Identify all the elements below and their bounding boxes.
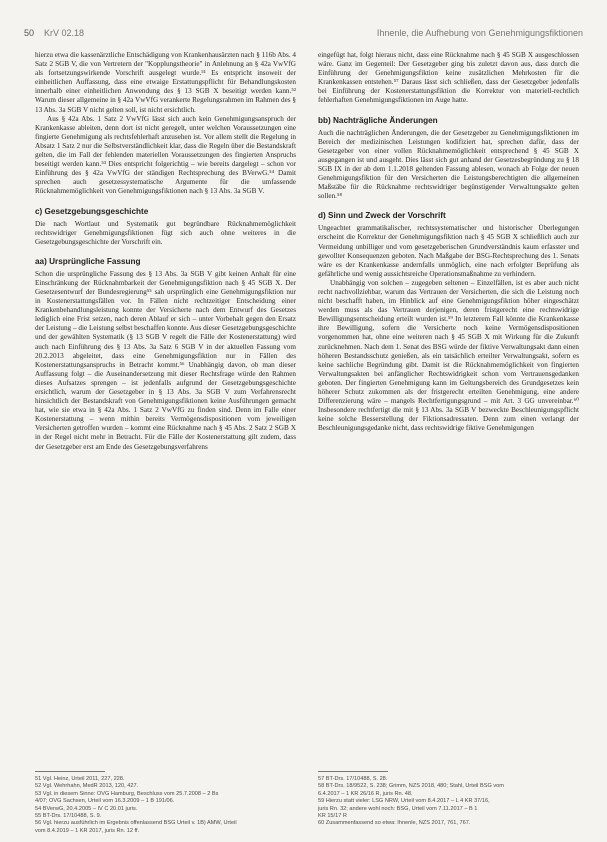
section-heading: c) Gesetzgebungsgeschichte — [35, 206, 149, 216]
paragraph: Auch die nachträglichen Änderungen, die der Gesetzgeber zu Genehmigungsfiktionen im Bereich der medizinischen Leistungen kodifiziert hat, sprechen dafür, dass der Gesetzgeber von einer vollen Rücknahmemöglichkeit entsprechend § 45 SGB X ausgegangen ist und ausgeht. Dies lässt sich gut anhand der Gesetzesbegründung zu § 18 SGB IX in der ab dem 1.1.2018 geltenden Fassung ablesen, wonach ab Folge der neuen Genehmigungsfiktion für den Versicherten die Leistungsberechtigten die allgemeinen Maßstäbe für die Rücknahme rechtswidriger begünstigender Verwaltungsakte gelten sollen.⁵⁸ — [318, 128, 579, 201]
footnote: 54 BVerwG, 20.4.2005 – IV C 20.01 juris. — [35, 805, 138, 812]
footnote-divider — [318, 771, 388, 772]
section-heading: aa) Ursprüngliche Fassung — [35, 256, 141, 266]
footnote: 58 BT-Drs. 18/9522, S. 238; Grimm, NZS 2018, 480; Stahl, Urteil BSG vom — [318, 783, 504, 790]
journal-reference: KrV 02.18 — [44, 28, 85, 38]
footnotes-right — [318, 776, 579, 828]
running-title: Ihnenle, die Aufhebung von Genehmigungsfiktionen — [376, 28, 583, 38]
footnote: 53 Vgl. in diesem Sinne: OVG Hamburg, Beschluss vom 25.7.2008 – 2 Bs — [35, 790, 219, 797]
paragraph: Aus § 42a Abs. 1 Satz 2 VwVfG lässt sich auch kein Genehmigungsanspruch der Krankenkasse ableiten, denn dort ist nicht geregelt, unter welchen Voraussetzungen eine fingierte Genehmigung als rechtsfehlerhaft anzusehen ist. Vor allem stellt die Regelung in Absatz 1 Satz 2 nur die Selbstverständlichkeit klar, dass die Regeln über die Bestandskraft gelten, die im Fall der fehlenden materiellen Voraussetzungen des fingierten Anspruchs beseitigt werden kann.⁵³ Dies entspricht folgerichtig – wie bereits dargelegt – schon vor Einführung des § 42a VwVfG der ständigen Rechtsprechung des BVerwG.⁵⁴ Damit sprechen auch gesetzessystematische Argumente für die umfassende Rücknahmemöglichkeit von Genehmigungsfiktionen nach § 13 Abs. 3a SGB V. — [35, 114, 296, 196]
section-heading: d) Sinn und Zweck der Vorschrift — [318, 211, 446, 221]
footnote: 57 BT-Drs. 17/10488, S. 28. — [318, 776, 388, 782]
footnote: vom 8.4.2019 – 1 KR 2017, juris Rn. 12 ff. — [35, 827, 140, 834]
paragraph: Schon die ursprüngliche Fassung des § 13 Abs. 3a SGB V gibt keinen Anhalt für eine Einschränkung der Rücknahmbarkeit der Genehmigungsfiktion nach § 45 SGB X. Der Gesetzesentwurf der Bundesregierung⁵⁵ sah ursprünglich eine Genehmigungsfiktion nur in Kostenerstattungsfällen vor. In Fällen nicht rechtzeitiger Entscheidung einer Krankenbehandlungsleistung konnte der Versicherte nach dem Entwurf des Gesetzes lediglich eine Frist setzen, nach deren Ablauf er sich – unter Vorbehalt gegen den Ersatz der Leistung – die Leistung selbst beschaffen konnte. Aus dieser Gesetzgebungsgeschichte und der gewählten Systematik (§ 13 SGB V regelt die Fälle der Kostenerstattung) wird auch nach Einführung des § 13 Abs. 3a Satz 6 SGB V in der aktuellen Fassung vom 20.2.2013 abgeleitet, dass eine Genehmigungsfiktion nur in Fällen des Kostenerstattungsanspruchs in Betracht kommt.⁵⁶ Unabhängig davon, ob man dieser Auffassung folgt – die Auseinandersetzung mit dieser Rechtsfrage würde den Rahmen dieses Aufsatzes sprengen – ist jedenfalls aufgrund der Gesetzgebungsgeschichte ersichtlich, warum der Gesetzgeber in § 13 Abs. 3a SGB V zum Verfahrensrecht hinsichtlich der Bestandskraft von Genehmigungsfiktionen keine Ausführungen gemacht hat, wie sie etwa in § 42a Abs. 1 Satz 2 VwVfG zu finden sind. Denn im Falle einer Kostenerstattung – wenn mithin bereits Vermögensdispositionen vom jeweiligen Versicherten getroffen wurden – kommt eine Rücknahme nach § 45 Abs. 2 Satz 2 SGB X in der Regel nicht mehr in Betracht. Für die Fälle der Kostenerstattung gilt zudem, dass der Gesetzgeber erst am Ende des Gesetzgebungsverfahrens — [35, 269, 296, 451]
footnote-divider — [35, 771, 105, 772]
footnote: 55 BT-Drs. 17/10488, S. 9. — [35, 813, 102, 820]
footnote: 51 Vgl. Heinz, Urteil 2011, 227, 228. — [35, 776, 125, 782]
paragraph: Unabhängig von solchen – zugegeben seltenen – Einzelfällen, ist es aber auch nicht recht nachvollziehbar, warum das Vertrauen der Versicherten, die sich die Leistung noch nicht beschafft haben, im Hinblick auf eine Genehmigungsfiktion höher eingeschätzt werden muss als das Vertrauen derjenigen, deren fristgerecht eine rechtswidrige Bewilligungsentscheidung erteilt wurden ist.⁵⁹ In letzterem Fall könnte die Krankenkasse ihre Bewilligung, sofern die Versicherte noch keine Vermögensdispositionen vorgenommen hat, ohne eine weiteren nach § 45 SGB X mit Wirkung für die Zukunft zurücknehmen. Nach dem 1. Senat des BSG würde der fiktive Verwaltungsakt dann einen höheren Bestandsschutz genießen, als ein tatsächlich erteilter Verwaltungsakt, sofern es keine sachliche Begründung gibt. Damit ist die Rücknahmemöglichkeit von fingierten Verwaltungsakten bei anfänglicher Rechtswidrigkeit schon vom Vertrauensgedanken geboten. Der fingierten Genehmigung kann im Geltungsbereich des Grundgesetzes kein höherer Schutz zukommen als der fristgerecht erteilten Genehmigung, eine andere Differenzierung wäre – mangels Rechtfertigungsgrund – mit Art. 3 GG unvereinbar.⁶⁰ Insbesondere rechtfertigt die mit § 13 Abs. 3a SGB V bezweckte Beschleunigungspflicht keine solche Besserstellung der Fiktionsadressaten. Denn zum einen verlangt der Beschleunigungsgedanke nicht, dass rechtswidrige fiktive Genehmigungen — [318, 278, 579, 433]
footnotes-left — [35, 776, 296, 835]
page-header — [24, 28, 583, 42]
paragraph: eingefügt hat, folgt hieraus nicht, dass eine Rücknahme nach § 45 SGB X ausgeschlossen wäre. Ganz im Gegenteil: Der Gesetzgeber ging bis zuletzt davon aus, dass durch die Einführung der Genehmigungsfiktion keine zusätzlichen Mehrkosten für die Krankenkassen entstehen.⁵⁷ Daraus lässt sich schließen, dass der Gesetzgeber jedenfalls bei Einführung der Kostenerstattungsfiktion die Korrektur von materiell-rechtlich fehlerhaften Genehmigungsfiktionen im Auge hatte. — [318, 51, 579, 105]
footnote: KR 15/17 R — [318, 813, 347, 820]
left-column — [35, 51, 296, 452]
footnote: 4/07; OVG Sachsen, Urteil vom 16.3.2009 – 1 B 191/06. — [35, 798, 175, 805]
right-column — [318, 51, 579, 433]
paragraph: hierzu etwa die kassenärztliche Entschädigung von Krankenhausärzten nach § 116b Abs. 4 Satz 2 SGB V, die von Vertretern der "Kopplungstheorie" in Anlehnung an § 42a VwVfG als fortsetzungswirkende Vorschrift ausgelegt wurde.⁵¹ Es entspricht insoweit der einheitlichen Auffassung, dass eine etwaige Erstattungspflicht für Behandlungskosten innerhalb einer einheitlichen Anwendung des § 13 SGB X beseitigt werden kann.⁵² Warum dieser allgemeine in § 42a VwVfG verankerte Regelungsrahmen im Rahmen des § 13 Abs. 3a SGB V nicht gelten soll, ist nicht ersichtlich. — [35, 51, 296, 114]
section-heading: bb) Nachträgliche Änderungen — [318, 115, 438, 125]
footnote: 60 Zusammenfassend so etwa: Ihnenle, NZS 2017, 761, 767. — [318, 820, 471, 827]
footnote: 59 Hierzu statt vieler: LSG NRW, Urteil vom 8.4.2017 – L 4 KR 37/16, — [318, 798, 490, 805]
page-number: 50 — [24, 28, 35, 38]
paragraph: Die nach Wortlaut und Systematik gut begründbare Rücknahmemöglichkeit rechtswidriger Genehmigungsfiktionen fügt sich auch ohne weiteres in die Gesetzgebungsgeschichte der Vorschrift ein. — [35, 219, 296, 246]
footnote: juris Rn. 32; andere wohl noch: BSG, Urteil vom 7.11.2017 – B 1 — [318, 805, 478, 812]
footnote: 6.4.2017 – 1 KR 26/16 R, juris Rn. 48. — [318, 790, 413, 797]
footnote: 56 Vgl. hierzu ausführlich im Ergebnis offenlassend BSG Urteil v. 1B) AMW, Urteil — [35, 820, 237, 827]
footnote: 52 Vgl. Wehrhahn, MedR 2013, 120, 427. — [35, 783, 139, 790]
paragraph: Ungeachtet grammatikalischer, rechtssystematischer und historischer Überlegungen erscheint die Korrektur der Genehmigungsfiktion nach § 45 SGB X schließlich auch zur Vermeidung unbilliger und vom gesetzgeberischen Grundverständnis kaum erfasster und gewollter Konsequenzen geboten. Nach Maßgabe der BSG-Rechtsprechung des 1. Senats wäre es der Krankenkasse andernfalls unmöglich, eine nach erfolgter Beprüfung als gefährliche und wenig aussichtsreiche Operationsmaßnahme zu verhindern. — [318, 224, 579, 278]
